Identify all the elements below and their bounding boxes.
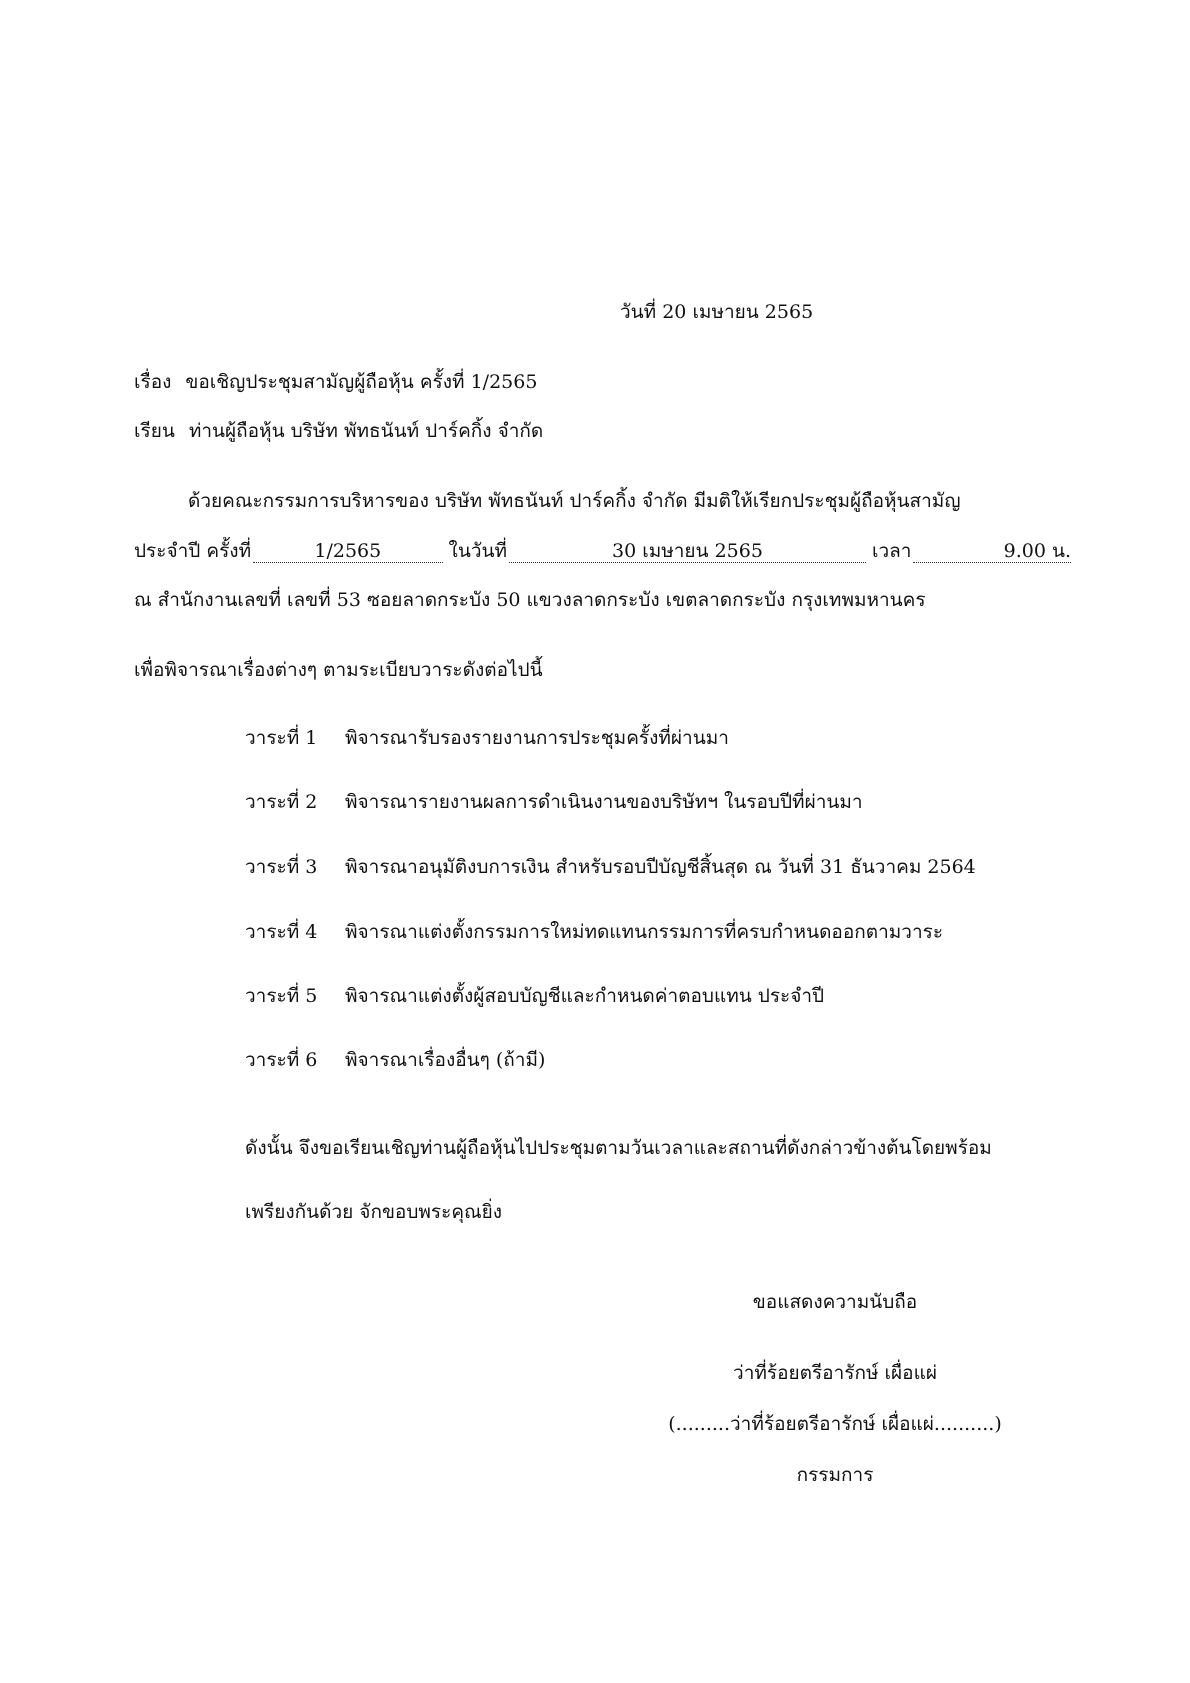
agenda-text: พิจารณาแต่งตั้งผู้สอบบัญชีและกำหนดค่าตอบแทน ประจำปี xyxy=(345,985,825,1007)
printed-name: (.........ว่าที่ร้อยตรีอารักษ์ เผื่อแผ่..........) xyxy=(668,1413,1002,1435)
recipient-label: เรียน xyxy=(134,420,175,442)
agenda-text: พิจารณาเรื่องอื่นๆ (ถ้ามี) xyxy=(345,1049,546,1071)
signature: ว่าที่ร้อยตรีอารักษ์ เผื่อแผ่ xyxy=(733,1362,937,1384)
meeting-date-field: 30 เมษายน 2565 xyxy=(509,542,866,563)
agenda-number: วาระที่ 5 xyxy=(245,985,318,1007)
regards-text: ขอแสดงความนับถือ xyxy=(752,1291,918,1313)
subject-text: ขอเชิญประชุมสามัญผู้ถือหุ้น ครั้งที่ 1/2565 xyxy=(185,371,538,393)
agenda-number: วาระที่ 6 xyxy=(245,1049,318,1071)
agenda-number: วาระที่ 2 xyxy=(245,791,318,813)
agenda-text: พิจารณาแต่งตั้งกรรมการใหม่ทดแทนกรรมการที่ครบกำหนดออกตามวาระ xyxy=(345,921,944,943)
agenda-item xyxy=(245,923,943,942)
meeting-time-field: 9.00 น. xyxy=(913,542,1071,563)
agenda-item xyxy=(245,1051,545,1070)
recipient-line xyxy=(134,422,543,441)
agenda-text: พิจารณารับรองรายงานการประชุมครั้งที่ผ่านมา xyxy=(345,727,729,749)
body-paragraph-3: ณ สำนักงานเลขที่ เลขที่ 53 ซอยลาดกระบัง 50 แขวงลาดกระบัง เขตลาดกระบัง กรุงเทพมหานคร xyxy=(134,589,926,611)
agenda-number: วาระที่ 1 xyxy=(245,727,318,749)
agenda-text: พิจารณาอนุมัติงบการเงิน สำหรับรอบปีบัญชีสิ้นสุด ณ วันที่ 31 ธันวาคม 2564 xyxy=(345,856,976,878)
agenda-item xyxy=(245,729,729,748)
closing-line-1: ดังนั้น จึงขอเรียนเชิญท่านผู้ถือหุ้นไปประชุมตามวันเวลาและสถานที่ดังกล่าวข้างต้นโดยพร้อม xyxy=(245,1137,992,1159)
recipient-text: ท่านผู้ถือหุ้น บริษัท พัทธนันท์ ปาร์คกิ้ง จำกัด xyxy=(188,420,544,442)
agenda-item xyxy=(245,793,863,812)
body-paragraph-4: เพื่อพิจารณาเรื่องต่างๆ ตามระเบียบวาระดังต่อไปนี้ xyxy=(134,659,543,681)
agenda-number: วาระที่ 4 xyxy=(245,921,318,943)
agenda-item xyxy=(245,858,976,877)
letter-date: วันที่ 20 เมษายน 2565 xyxy=(620,301,814,323)
meeting-time-label: เวลา xyxy=(871,540,912,562)
body-paragraph-1: ด้วยคณะกรรมการบริหารของ บริษัท พัทธนันท์ ปาร์คกิ้ง จำกัด มีมติให้เรียกประชุมผู้ถือหุ้นสามัญ xyxy=(188,490,961,512)
signer-position: กรรมการ xyxy=(796,1464,874,1486)
meeting-no-field: 1/2565 xyxy=(253,542,442,563)
closing-line-2: เพรียงกันด้วย จักขอบพระคุณยิ่ง xyxy=(245,1201,503,1223)
body-paragraph-2 xyxy=(134,542,1071,563)
subject-label: เรื่อง xyxy=(134,371,172,393)
subject-line xyxy=(134,373,537,392)
meeting-date-label: ในวันที่ xyxy=(448,540,507,562)
agenda-text: พิจารณารายงานผลการดำเนินงานของบริษัทฯ ในรอบปีที่ผ่านมา xyxy=(345,791,863,813)
agenda-number: วาระที่ 3 xyxy=(245,856,318,878)
agenda-item xyxy=(245,987,824,1006)
meeting-no-label: ประจำปี ครั้งที่ xyxy=(134,540,252,562)
